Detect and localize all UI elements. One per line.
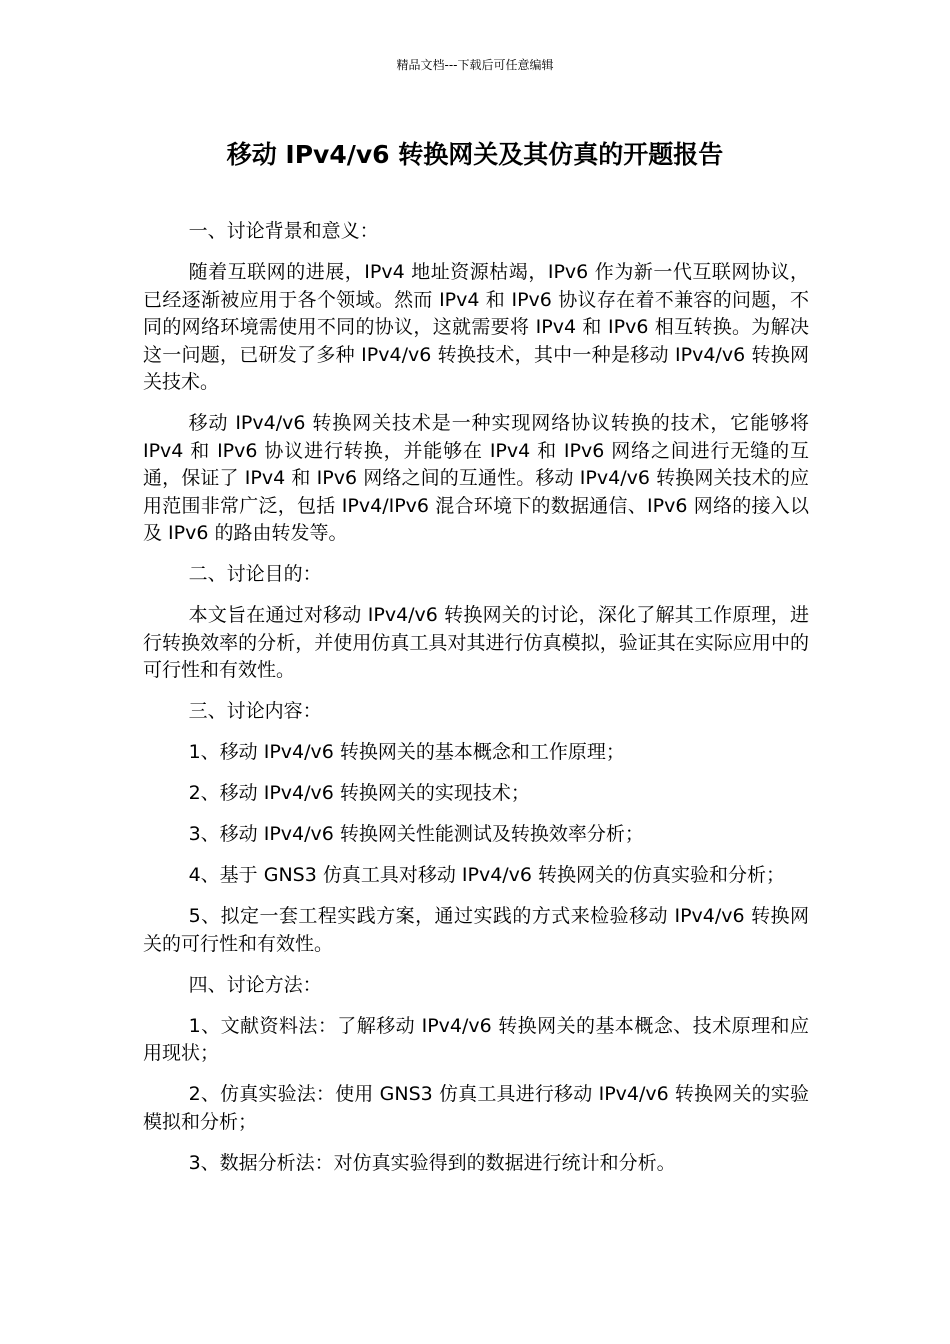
- method-item-3: 3、数据分析法：对仿真实验得到的数据进行统计和分析。: [188, 1151, 676, 1174]
- paragraph-background-2: 移动 IPv4/v6 转换网关技术是一种实现网络协议转换的技术，它能够将 IPv4 和 IPv6 协议进行转换，并能够在 IPv4 和 IPv6 网络之间进行无缝的互通，保证了 IPv4 和 IPv6 网络之间的互通性。移动 IPv4/v6 转换网关技术的应用范围非常广泛，包括 IPv4/IPv6 混合环境下的数据通信、IPv6 网络的接入以及 IPv6 的路由转发等。: [143, 412, 809, 544]
- section-heading-purpose: 二、讨论目的：: [188, 563, 322, 585]
- document-body: [143, 218, 809, 1191]
- header-note: 精品文档---下载后可任意编辑: [396, 58, 554, 72]
- paragraph-purpose: 本文旨在通过对移动 IPv4/v6 转换网关的讨论，深化了解其工作原理，进行转换效率的分析，并使用仿真工具对其进行仿真模拟，验证其在实际应用中的可行性和有效性。: [143, 604, 809, 681]
- content-item-2: 2、移动 IPv4/v6 转换网关的实现技术；: [188, 782, 530, 804]
- paragraph-background-1: 随着互联网的进展，IPv4 地址资源枯竭，IPv6 作为新一代互联网协议，已经逐渐被应用于各个领域。然而 IPv4 和 IPv6 协议存在着不兼容的问题，不同的网络环境需使用不同的协议，这就需要将 IPv4 和 IPv6 相互转换。为解决这一问题，已研发了多种 IPv4/v6 转换技术，其中一种是移动 IPv4/v6 转换网关技术。: [143, 261, 809, 393]
- content-item-1: 1、移动 IPv4/v6 转换网关的基本概念和工作原理；: [188, 741, 625, 763]
- method-item-2: 2、仿真实验法：使用 GNS3 仿真工具进行移动 IPv4/v6 转换网关的实验模拟和分析；: [143, 1083, 809, 1133]
- content-item-3: 3、移动 IPv4/v6 转换网关性能测试及转换效率分析；: [188, 823, 644, 845]
- content-item-5: 5、拟定一套工程实践方案，通过实践的方式来检验移动 IPv4/v6 转换网关的可行性和有效性。: [143, 905, 809, 955]
- section-heading-background: 一、讨论背景和意义：: [188, 220, 379, 242]
- method-item-1: 1、文献资料法：了解移动 IPv4/v6 转换网关的基本概念、技术原理和应用现状；: [143, 1014, 809, 1064]
- section-heading-methods: 四、讨论方法：: [188, 973, 322, 996]
- section-heading-content: 三、讨论内容：: [188, 700, 322, 722]
- document-title: 移动 IPv4/v6 转换网关及其仿真的开题报告: [226, 140, 724, 169]
- content-item-4: 4、基于 GNS3 仿真工具对移动 IPv4/v6 转换网关的仿真实验和分析；: [188, 864, 786, 886]
